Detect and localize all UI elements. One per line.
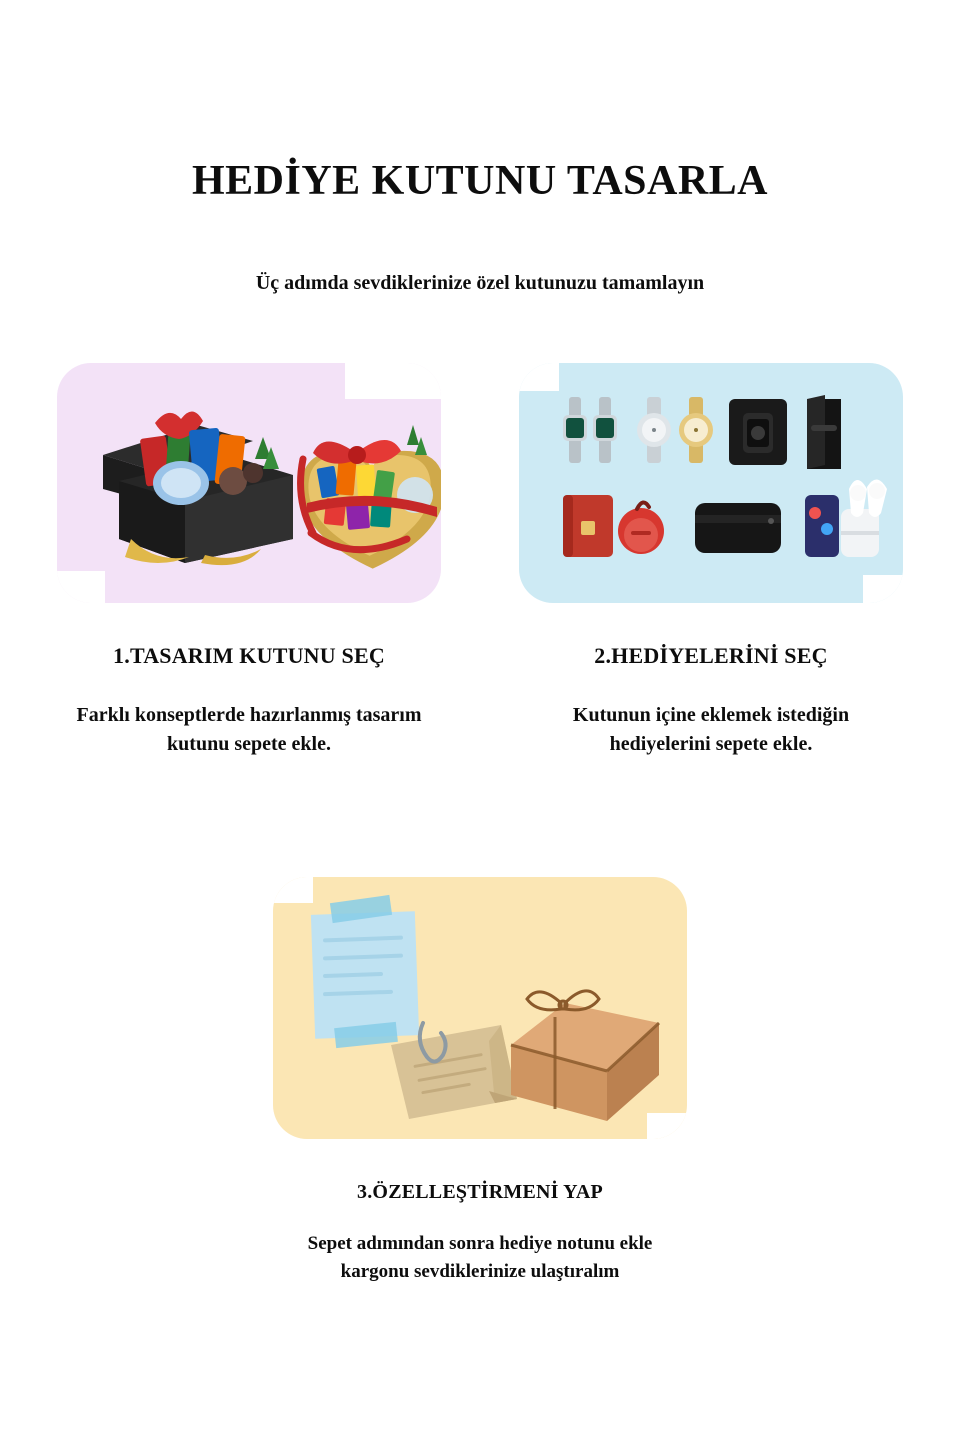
page-title: HEDİYE KUTUNU TASARLA (191, 158, 769, 204)
note-parcel-graphic (273, 877, 687, 1139)
watch-silver (637, 397, 671, 463)
step-3-wrap (0, 877, 960, 1285)
earbuds-with-case (805, 480, 887, 558)
black-pouch (695, 503, 781, 553)
gift-products-illustration (519, 363, 903, 603)
step-1-description: Farklı konseptlerde hazırlanmış tasarım kutunu sepete ekle. (76, 704, 422, 756)
steps-row (0, 363, 960, 759)
watch-green-2 (593, 397, 617, 463)
step-1-title: 1.TASARIM KUTUNU SEÇ (113, 643, 385, 669)
red-notebook (563, 495, 613, 557)
step-2-description: Kutunun içine eklemek istediğin hediyelerini sepete ekle. (572, 704, 850, 756)
step-2-title: 2.HEDİYELERİNİ SEÇ (594, 643, 828, 669)
wallet-black (807, 395, 841, 469)
airpods-case-red (618, 503, 664, 555)
watch-green-1 (563, 397, 587, 463)
watch-gold (679, 397, 713, 463)
note-and-parcel-illustration[interactable] (273, 877, 687, 1139)
gift-boxes-illustration (57, 363, 441, 603)
gift-boxes-photo[interactable] (57, 363, 441, 603)
step-1[interactable] (43, 363, 455, 759)
step-3-title: 3.ÖZELLEŞTİRMENİ YAP (357, 1181, 603, 1204)
watch-black-box (729, 399, 787, 465)
gift-products-photo[interactable] (519, 363, 903, 603)
step-3[interactable] (274, 877, 686, 1285)
step-2[interactable] (505, 363, 917, 759)
step-3-description: Sepet adımından sonra hediye notunu ekle kargonu sevdiklerinize ulaştıralım (307, 1233, 653, 1282)
page-subtitle: Üç adımda sevdiklerinize özel kutunuzu tamamlayın (255, 272, 705, 295)
